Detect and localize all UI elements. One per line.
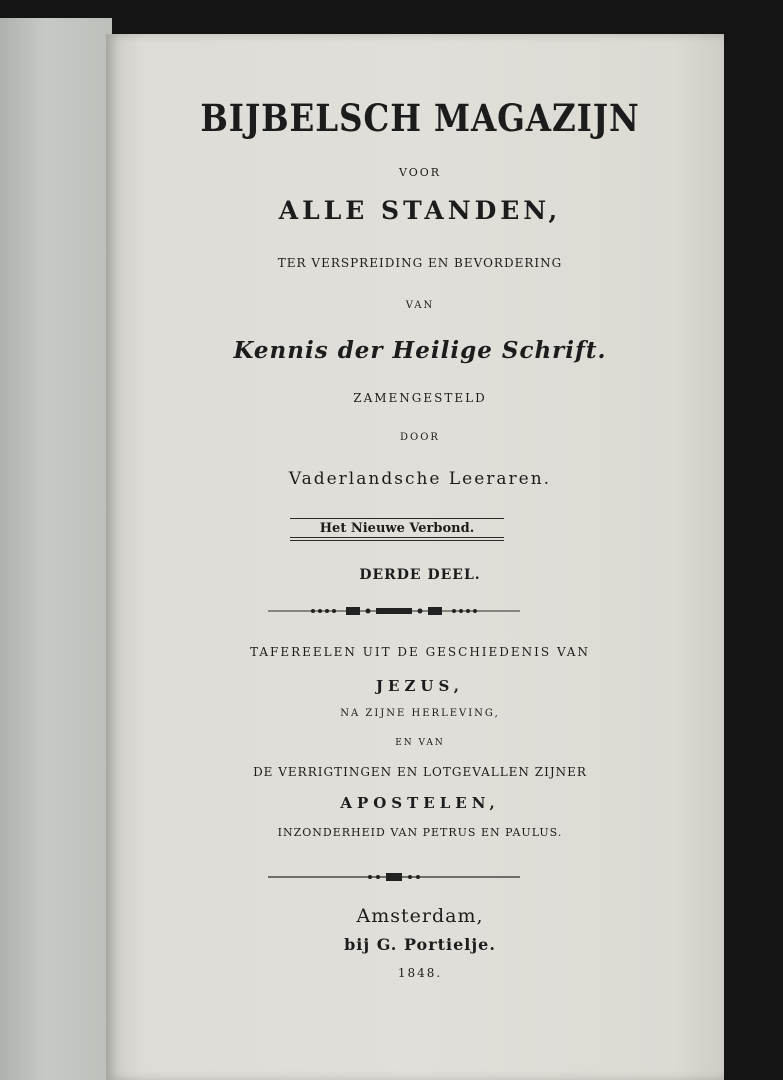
publisher-text: bij G. Portielje. xyxy=(344,935,496,954)
zamengesteld-text: ZAMENGESTELD xyxy=(353,391,487,405)
verbond-box xyxy=(290,518,504,541)
verrigtingen-text: DE VERRIGTINGEN EN LOTGEVALLEN ZIJNER xyxy=(253,765,587,779)
book-title: BIJBELSCH MAGAZIJN xyxy=(200,96,640,140)
inzonderheid-text: INZONDERHEID VAN PETRUS EN PAULUS. xyxy=(277,826,563,839)
subtitle-text: TER VERSPREIDING EN BEVORDERING xyxy=(277,256,563,270)
ornament-divider-top xyxy=(268,604,520,618)
herleving-text: NA ZIJNE HERLEVING, xyxy=(340,708,500,719)
leeraren-text: Vaderlandsche Leeraren. xyxy=(288,469,552,489)
verbond-text: Het Nieuwe Verbond. xyxy=(319,521,475,536)
jezus-text: JEZUS, xyxy=(375,677,465,695)
kennis-text: Kennis der Heilige Schrift. xyxy=(233,337,607,364)
apostelen-text: APOSTELEN, xyxy=(340,794,500,812)
van-text: VAN xyxy=(405,300,435,311)
ornament-divider-bottom xyxy=(268,871,520,883)
tafereelen-text: TAFEREELEN UIT DE GESCHIEDENIS VAN xyxy=(250,645,590,659)
standen-text: ALLE STANDEN, xyxy=(278,196,562,225)
city-text: Amsterdam, xyxy=(356,905,484,927)
year-text: 1848. xyxy=(397,966,443,980)
en-van-text: EN VAN xyxy=(395,738,445,748)
deel-text: DERDE DEEL. xyxy=(359,567,481,583)
door-text: DOOR xyxy=(400,432,440,443)
voor-text: VOOR xyxy=(398,166,442,179)
book-spine xyxy=(0,18,112,1080)
